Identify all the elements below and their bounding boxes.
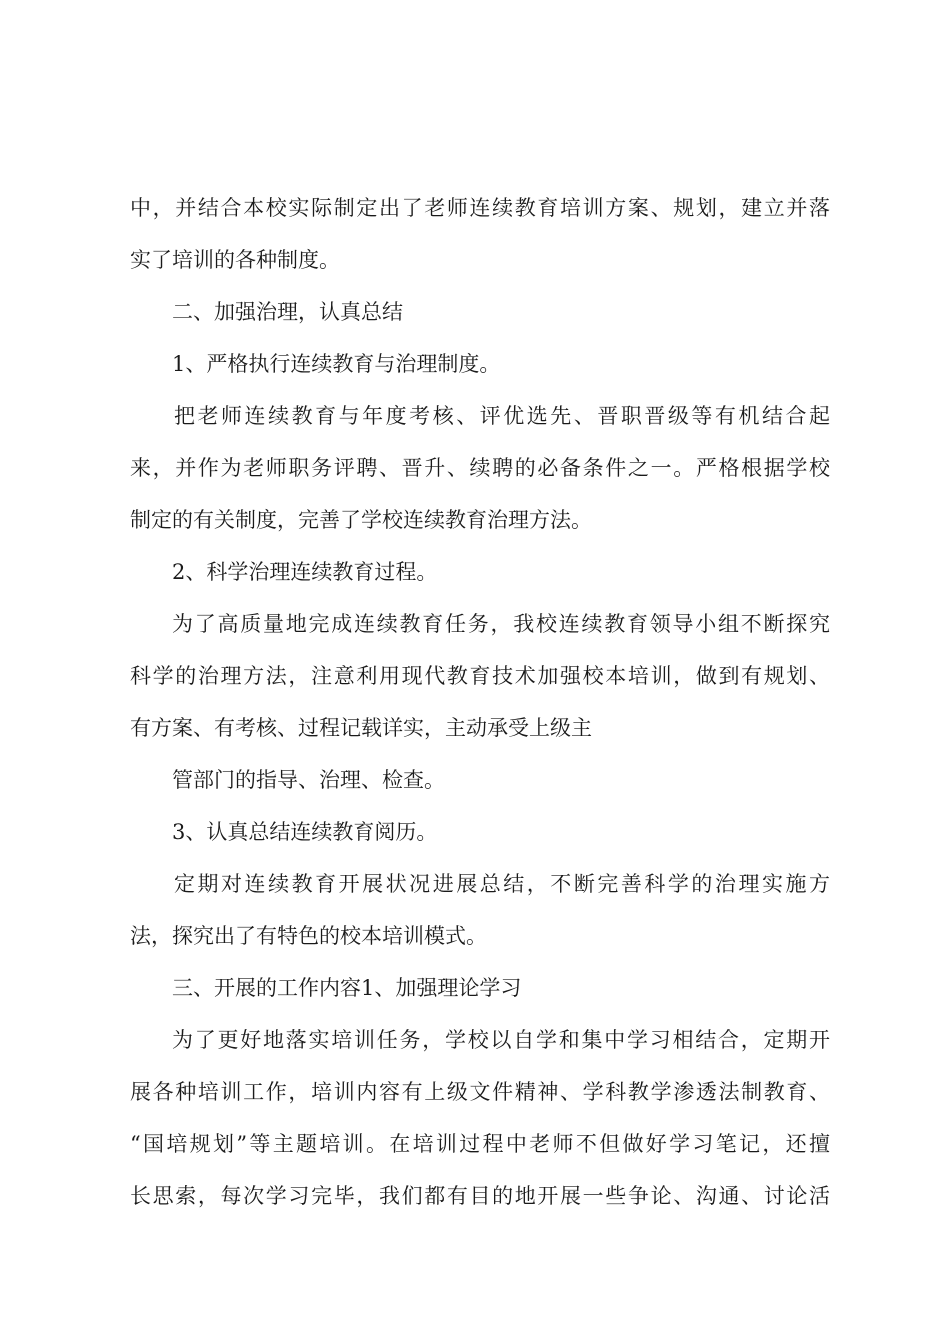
section-heading: 二、加强治理，认真总结 xyxy=(172,300,403,324)
body-text-line: 长思索，每次学习完毕，我们都有目的地开展一些争论、沟通、讨论活 xyxy=(130,1184,830,1208)
subsection-heading: 1、严格执行连续教育与治理制度。 xyxy=(172,352,501,376)
body-text-line: 把老师连续教育与年度考核、评优选先、晋职晋级等有机结合起 xyxy=(174,404,830,428)
body-text-line: 法，探究出了有特色的校本培训模式。 xyxy=(130,924,487,948)
body-text-line: 定期对连续教育开展状况进展总结，不断完善科学的治理实施方 xyxy=(174,872,830,896)
body-text-line: 科学的治理方法，注意利用现代教育技术加强校本培训，做到有规划、 xyxy=(130,664,830,688)
subsection-heading: 3、认真总结连续教育阅历。 xyxy=(172,820,438,844)
body-text-line: 展各种培训工作，培训内容有上级文件精神、学科教学渗透法制教育、 xyxy=(130,1080,830,1104)
section-heading: 三、开展的工作内容1、加强理论学习 xyxy=(172,976,522,1000)
body-text-line: 管部门的指导、治理、检查。 xyxy=(172,768,445,792)
body-text-line: “国培规划”等主题培训。在培训过程中老师不但做好学习笔记，还擅 xyxy=(130,1132,830,1156)
body-text-line: 来，并作为老师职务评聘、晋升、续聘的必备条件之一。严格根据学校 xyxy=(130,456,830,480)
body-text-line: 实了培训的各种制度。 xyxy=(130,248,340,272)
subsection-heading: 2、科学治理连续教育过程。 xyxy=(172,560,438,584)
body-text-line: 制定的有关制度，完善了学校连续教育治理方法。 xyxy=(130,508,592,532)
body-text-line: 为了高质量地完成连续教育任务，我校连续教育领导小组不断探究 xyxy=(172,612,830,636)
body-text-line: 为了更好地落实培训任务，学校以自学和集中学习相结合，定期开 xyxy=(172,1028,830,1052)
body-text-line: 中，并结合本校实际制定出了老师连续教育培训方案、规划，建立并落 xyxy=(130,196,830,220)
body-text-line: 有方案、有考核、过程记载详实，主动承受上级主 xyxy=(130,716,592,740)
